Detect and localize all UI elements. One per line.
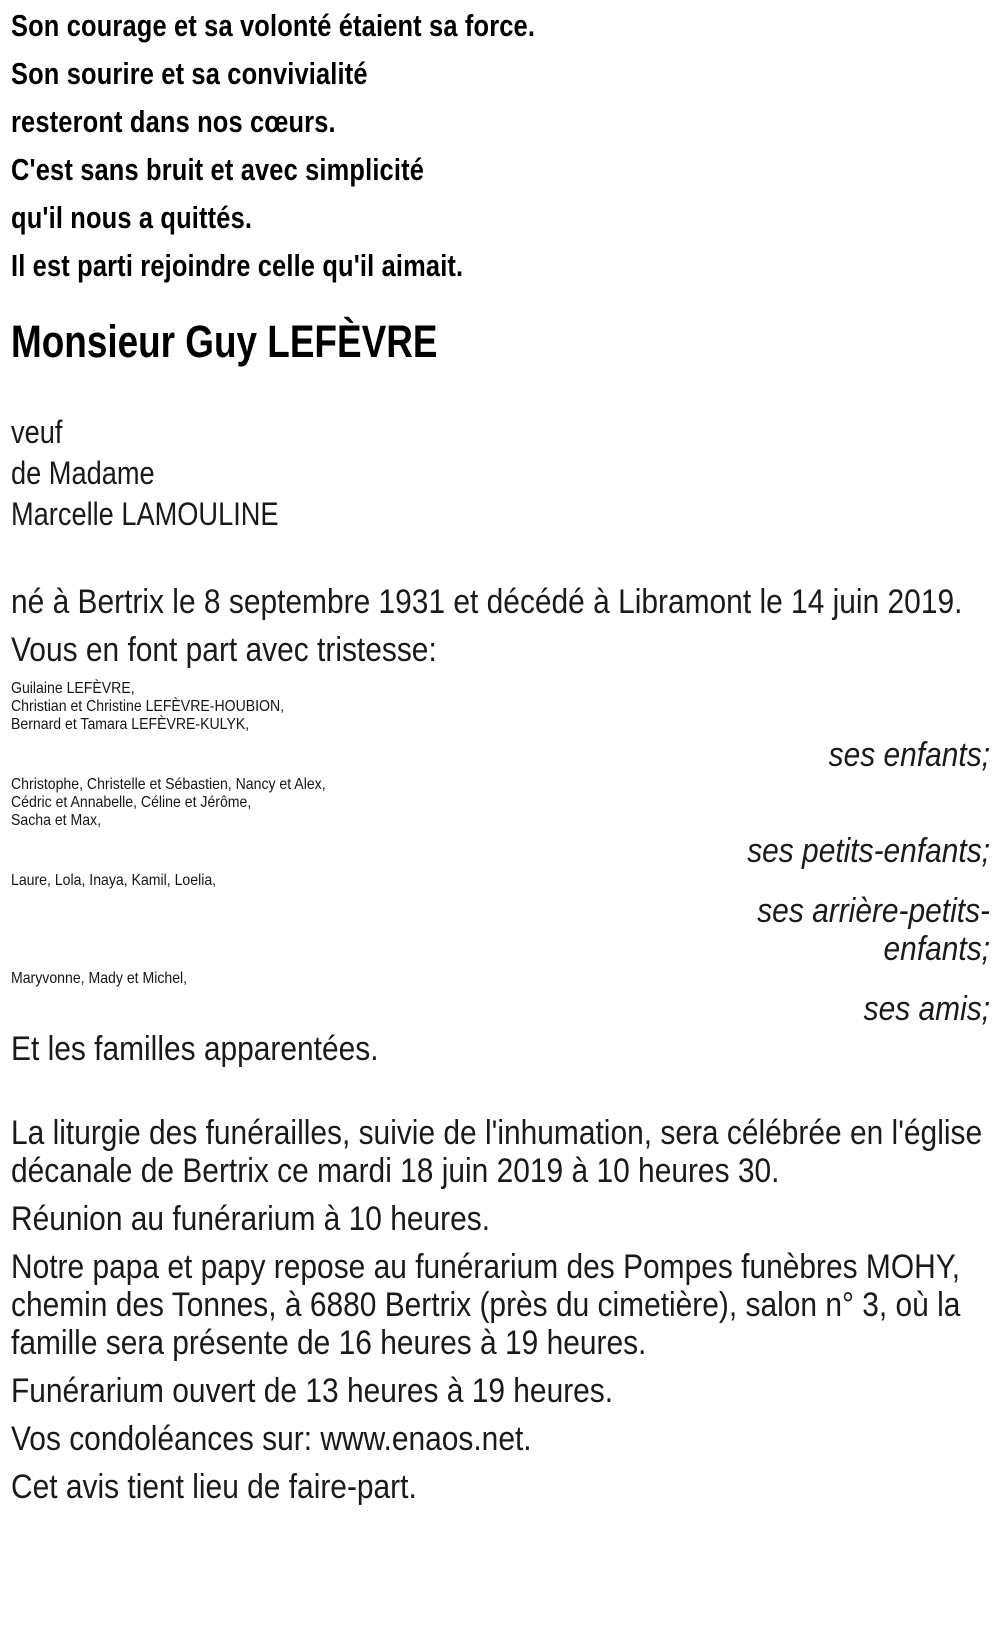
family-names-line: Laure, Lola, Inaya, Kamil, Loelia, xyxy=(11,872,217,889)
family-list xyxy=(11,680,990,1068)
marital-status: veuf xyxy=(11,414,63,450)
quote-line: qu'il nous a quittés. xyxy=(11,200,253,235)
quote-line: resteront dans nos cœurs. xyxy=(11,104,336,139)
relation-label-line: ses arrière-petits- xyxy=(757,892,990,930)
quote-line: Son courage et sa volonté étaient sa force. xyxy=(11,8,536,43)
relation-label-great-grandchildren xyxy=(128,892,990,968)
family-names-line: Guilaine LEFÈVRE, xyxy=(11,680,135,697)
family-names-line: Maryvonne, Mady et Michel, xyxy=(11,970,188,987)
quote-line: Son sourire et sa convivialité xyxy=(11,56,368,91)
family-closing: Et les familles apparentées. xyxy=(11,1030,379,1068)
repose-line: Notre papa et papy repose au funérarium des Pompes funèbres MOHY, xyxy=(11,1248,961,1286)
repose-line: chemin des Tonnes, à 6880 Bertrix (près du cimetière), salon n° 3, où la xyxy=(11,1286,961,1324)
condolences-line: Vos condoléances sur: www.enaos.net. xyxy=(11,1420,532,1458)
quote-line: Il est parti rejoindre celle qu'il aimait. xyxy=(11,248,464,283)
family-names-line: Bernard et Tamara LEFÈVRE-KULYK, xyxy=(11,716,250,733)
repose-paragraph xyxy=(11,1248,961,1362)
liturgy-line: La liturgie des funérailles, suivie de l'inhumation, sera célébrée en l'église xyxy=(11,1114,983,1152)
relation-label-line: enfants; xyxy=(883,930,990,968)
quote-line: C'est sans bruit et avec simplicité xyxy=(11,152,425,187)
family-names-line: Sacha et Max, xyxy=(11,812,102,829)
family-group-great-grandchildren xyxy=(11,872,873,890)
relation-label-children xyxy=(128,736,990,774)
repose-line: famille sera présente de 16 heures à 19 heures. xyxy=(11,1324,647,1362)
liturgy-paragraph xyxy=(11,1114,983,1190)
relation-label-line: ses enfants; xyxy=(828,736,990,774)
family-group-grandchildren xyxy=(11,776,873,830)
announcement-intro: Vous en font part avec tristesse: xyxy=(11,631,437,669)
opening-quote xyxy=(11,2,814,290)
relation-label-grandchildren xyxy=(128,832,990,870)
deceased-status-block xyxy=(11,412,843,535)
spouse-name: Marcelle LAMOULINE xyxy=(11,496,279,532)
family-group-children xyxy=(11,680,873,734)
family-group-friends xyxy=(11,970,873,988)
family-names-line: Christian et Christine LEFÈVRE-HOUBION, xyxy=(11,698,285,715)
family-names-line: Christophe, Christelle et Sébastien, Nancy et Alex, xyxy=(11,776,326,793)
relation-label-friends xyxy=(128,990,990,1028)
relation-label-line: ses amis; xyxy=(863,990,990,1028)
life-dates: né à Bertrix le 8 septembre 1931 et décédé à Libramont le 14 juin 2019. xyxy=(11,583,963,621)
deceased-name-title: Monsieur Guy LEFÈVRE xyxy=(11,316,438,367)
funerarium-hours: Funérarium ouvert de 13 heures à 19 heures. xyxy=(11,1372,614,1410)
liturgy-line: décanale de Bertrix ce mardi 18 juin 2019 à 10 heures 30. xyxy=(11,1152,780,1190)
meeting-line: Réunion au funérarium à 10 heures. xyxy=(11,1200,491,1238)
notice-line: Cet avis tient lieu de faire-part. xyxy=(11,1468,417,1506)
family-names-line: Cédric et Annabelle, Céline et Jérôme, xyxy=(11,794,252,811)
spouse-intro: de Madame xyxy=(11,455,155,491)
relation-label-line: ses petits-enfants; xyxy=(747,832,990,870)
